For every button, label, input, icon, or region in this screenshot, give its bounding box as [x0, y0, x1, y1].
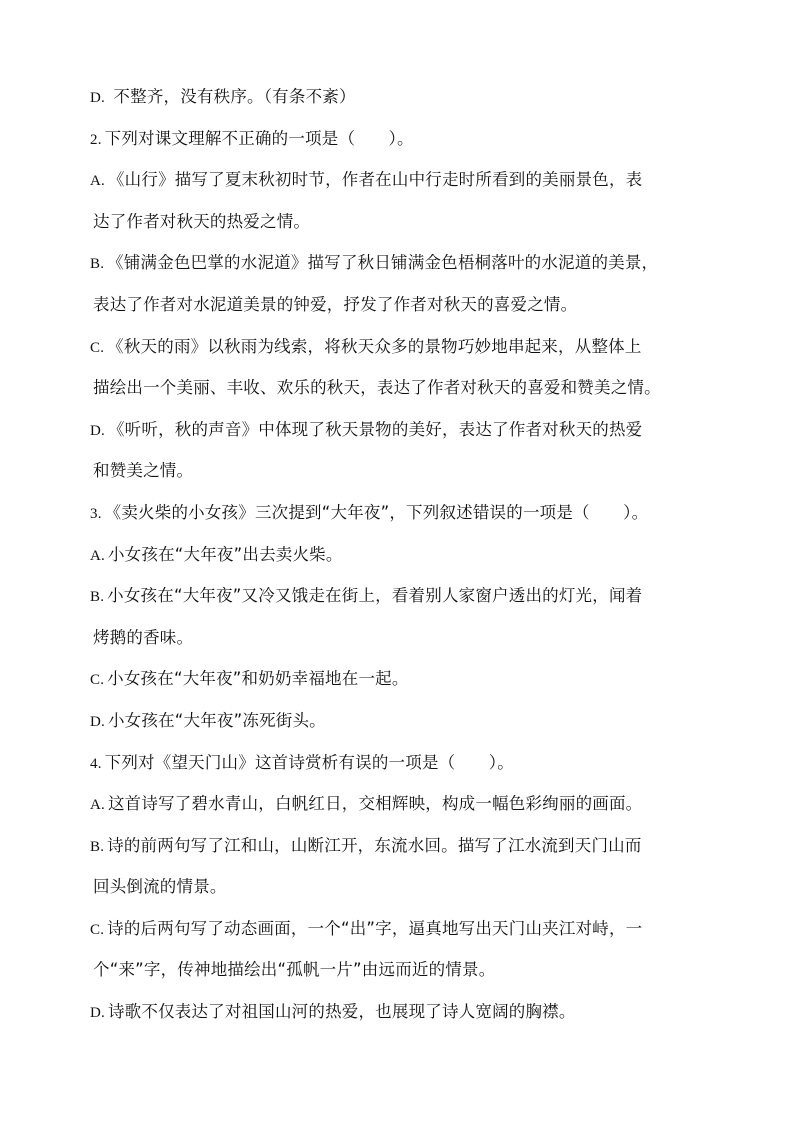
option-line — [90, 790, 715, 832]
option-text: 诗歌不仅表达了对祖国山河的热爱，也展现了诗人宽阔的胸襟。 — [107, 1002, 576, 1022]
option-label: A. — [90, 173, 105, 190]
option-text: 小女孩在“大年夜”又冷又饿走在街上，看着别人家窗户透出的灯光，闻着 — [107, 586, 643, 606]
option-text: 表达了作者对水泥道美景的钟爱，抒发了作者对秋天的喜爱之情。 — [93, 294, 578, 314]
option-label: B. — [90, 838, 105, 855]
option-label: C. — [90, 672, 105, 689]
question-text: 下列对课文理解不正确的一项是（ ）。 — [104, 128, 414, 148]
option-line — [90, 832, 715, 874]
option-text: 小女孩在“大年夜”出去卖火柴。 — [107, 544, 343, 564]
question-number: 2. — [90, 131, 102, 148]
option-text: 这首诗写了碧水青山，白帆红日，交相辉映，构成一幅色彩绚丽的画面。 — [107, 794, 643, 814]
option-text: 回头倒流的情景。 — [93, 877, 227, 897]
option-line — [90, 915, 715, 957]
option-label: D. — [90, 713, 105, 730]
option-text: 描绘出一个美丽、丰收、欢乐的秋天，表达了作者对秋天的喜爱和赞美之情。 — [93, 378, 661, 398]
option-line — [90, 998, 715, 1040]
option-line — [90, 249, 715, 291]
document-page — [90, 83, 715, 1040]
option-text: 《铺满金色巴掌的水泥道》描写了秋日铺满金色梧桐落叶的水泥道的美景， — [107, 253, 659, 273]
option-label: A. — [90, 547, 105, 564]
question-text: 《卖火柴的小女孩》三次提到“大年夜”，下列叙述错误的一项是（ ）。 — [104, 502, 649, 522]
continuation-line — [90, 291, 715, 333]
option-label: D. — [90, 422, 105, 439]
option-line — [90, 166, 715, 208]
option-text: 《山行》描写了夏末秋初时节，作者在山中行走时所看到的美丽景色，表 — [107, 170, 643, 190]
option-line — [90, 665, 715, 707]
continuation-line — [90, 374, 715, 416]
option-text: 《秋天的雨》以秋雨为线索，将秋天众多的景物巧妙地串起来，从整体上 — [107, 336, 642, 356]
option-text: 不整齐，没有秩序。（有条不紊） — [107, 87, 356, 106]
continuation-line — [90, 956, 715, 998]
option-text: 《听听，秋的声音》中体现了秋天景物的美好，表达了作者对秋天的热爱 — [107, 419, 643, 439]
question-number: 4. — [90, 755, 102, 772]
option-label: D. — [90, 1005, 105, 1022]
option-text: 诗的前两句写了江和山，山断江开，东流水回。描写了江水流到天门山而 — [107, 835, 642, 855]
option-label: B. — [90, 589, 105, 606]
continuation-line — [90, 208, 715, 250]
option-line — [90, 333, 715, 375]
continuation-line — [90, 624, 715, 666]
option-line — [90, 416, 715, 458]
option-label: B. — [90, 256, 105, 273]
question-line — [90, 749, 715, 791]
option-text: 和赞美之情。 — [93, 461, 194, 481]
option-line — [90, 83, 715, 125]
option-text: 小女孩在“大年夜”和奶奶幸福地在一起。 — [107, 669, 409, 689]
continuation-line — [90, 457, 715, 499]
question-text: 下列对《望天门山》这首诗赏析有误的一项是（ ）。 — [104, 752, 514, 772]
question-line — [90, 125, 715, 167]
option-label: C. — [90, 339, 105, 356]
option-label: C. — [90, 921, 105, 938]
option-line — [90, 707, 715, 749]
option-text: 个“来”字，传神地描绘出“孤帆一片”由远而近的情景。 — [93, 960, 496, 980]
question-number: 3. — [90, 505, 102, 522]
question-line — [90, 499, 715, 541]
option-line — [90, 541, 715, 583]
option-label: D. — [90, 90, 105, 106]
option-label: A. — [90, 797, 105, 814]
option-text: 达了作者对秋天的热爱之情。 — [93, 211, 311, 231]
continuation-line — [90, 873, 715, 915]
option-text: 小女孩在“大年夜”冻死街头。 — [107, 710, 326, 730]
option-text: 诗的后两句写了动态画面，一个“出”字，逼真地写出天门山夹江对峙，一 — [107, 918, 643, 938]
option-text: 烤鹅的香味。 — [93, 627, 194, 647]
option-line — [90, 582, 715, 624]
